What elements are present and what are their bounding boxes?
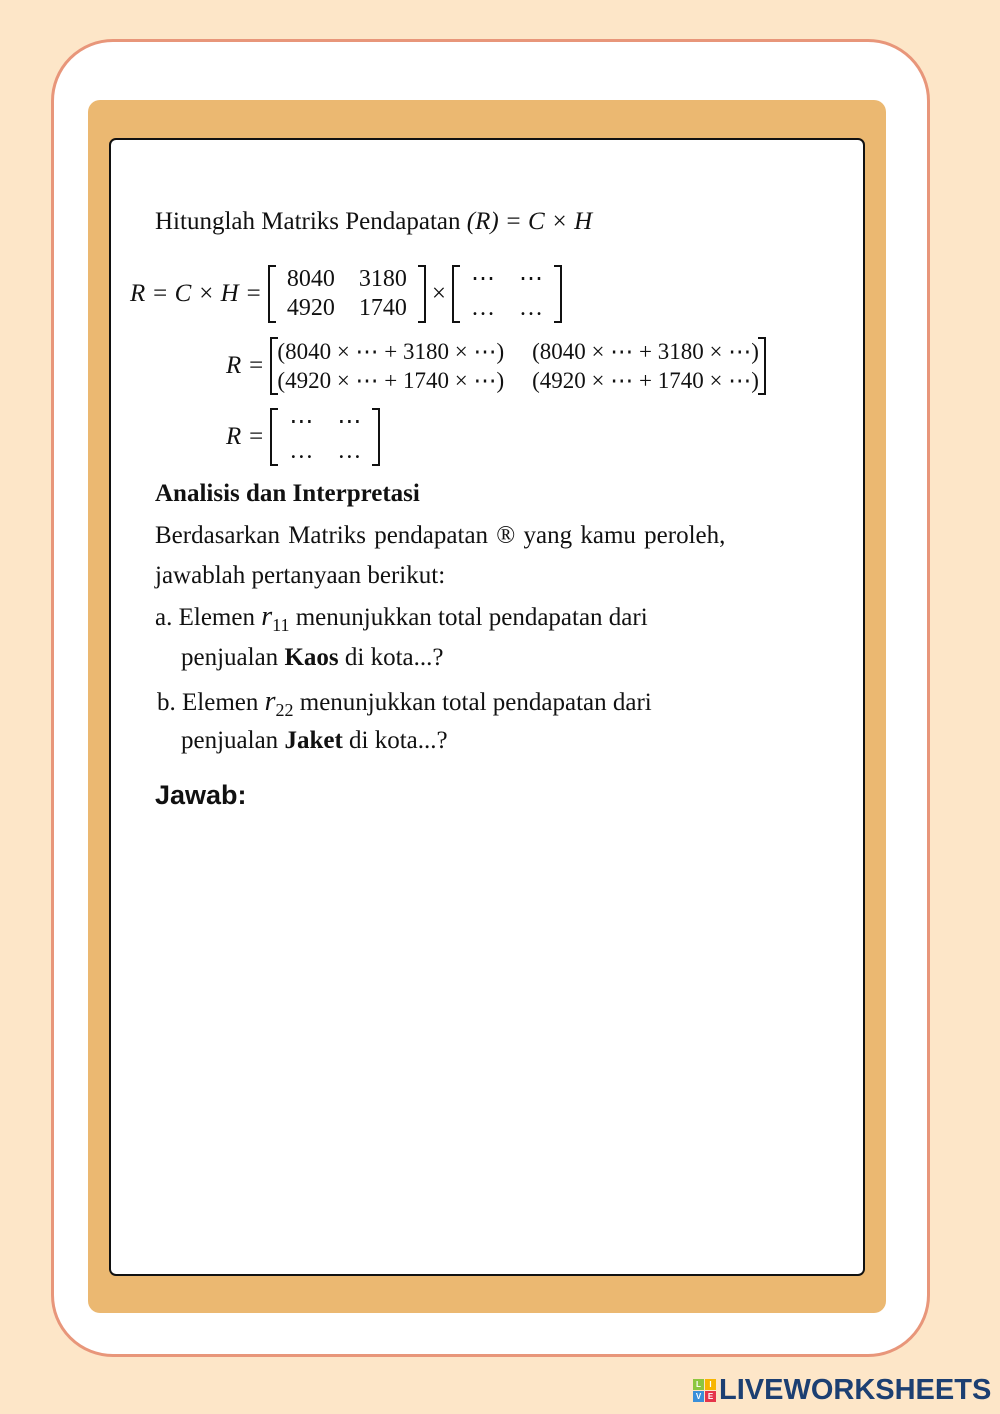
qb-line2b: di kota...? xyxy=(342,727,448,754)
eq3-lhs: R = xyxy=(226,423,265,450)
cell: ⋯ xyxy=(518,266,543,292)
liveworksheets-logo[interactable] xyxy=(693,1374,991,1407)
question-a-line-2 xyxy=(181,644,443,672)
matrix-c xyxy=(268,265,426,323)
cell: ⋯ xyxy=(470,266,495,292)
logo-letter: I xyxy=(705,1379,716,1390)
cell: 4920 xyxy=(286,295,335,321)
cell: ⋯ xyxy=(337,409,362,435)
qb-line2a: penjualan xyxy=(181,727,285,754)
equation-1 xyxy=(130,265,562,323)
cell: 1740 xyxy=(358,295,407,321)
logo-text: LIVEWORKSHEETS xyxy=(719,1374,992,1406)
instruction-math: (R) = C × H xyxy=(466,208,593,235)
qa-bold: Kaos xyxy=(284,644,339,671)
instruction xyxy=(155,208,592,236)
qa-var: r xyxy=(261,601,273,632)
cell: … xyxy=(518,295,543,321)
times-sign: × xyxy=(431,280,446,307)
equation-2 xyxy=(226,337,766,395)
logo-icon xyxy=(693,1379,716,1402)
cell: ⋯ xyxy=(289,409,314,435)
qa-line2a: penjualan xyxy=(181,644,285,671)
cell: (8040 × ⋯ + 3180 × ⋯) xyxy=(277,339,505,364)
intro-line-2: jawablah pertanyaan berikut: xyxy=(155,562,446,589)
logo-letter: E xyxy=(705,1391,716,1402)
analysis-heading: Analisis dan Interpretasi xyxy=(155,480,420,507)
qb-sub: 22 xyxy=(275,700,294,720)
question-b-line-2 xyxy=(181,727,448,755)
equation-3 xyxy=(226,408,380,466)
cell: (8040 × ⋯ + 3180 × ⋯) xyxy=(532,339,759,364)
cell: … xyxy=(337,438,362,464)
qa-line2b: di kota...? xyxy=(338,644,444,671)
qa-prefix: a. Elemen xyxy=(155,604,262,631)
matrix-r-result xyxy=(270,408,380,466)
question-b xyxy=(157,686,652,721)
answer-label: Jawab: xyxy=(155,780,247,810)
cell: (4920 × ⋯ + 1740 × ⋯) xyxy=(277,368,505,393)
cell: … xyxy=(470,295,495,321)
qb-prefix: b. Elemen xyxy=(157,689,265,716)
cell: 8040 xyxy=(286,266,335,292)
cell: 3180 xyxy=(358,266,407,292)
question-a xyxy=(155,601,648,636)
eq1-lhs: R = C × H = xyxy=(130,280,262,307)
cell: … xyxy=(289,438,314,464)
eq2-lhs: R = xyxy=(226,352,265,379)
instruction-text: Hitunglah Matriks Pendapatan xyxy=(155,208,467,235)
matrix-h xyxy=(452,265,562,323)
logo-letter: V xyxy=(693,1391,704,1402)
intro-line-1: Berdasarkan Matriks pendapatan ® yang kamu peroleh, xyxy=(155,522,726,549)
qa-rest: menunjukkan total pendapatan dari xyxy=(289,604,648,631)
qa-sub: 11 xyxy=(272,615,290,635)
cell: (4920 × ⋯ + 1740 × ⋯) xyxy=(532,368,759,393)
qb-var: r xyxy=(264,686,276,717)
qb-rest: menunjukkan total pendapatan dari xyxy=(293,689,652,716)
logo-letter: L xyxy=(693,1379,704,1390)
matrix-r-expanded xyxy=(270,337,765,395)
qb-bold: Jaket xyxy=(284,727,343,754)
